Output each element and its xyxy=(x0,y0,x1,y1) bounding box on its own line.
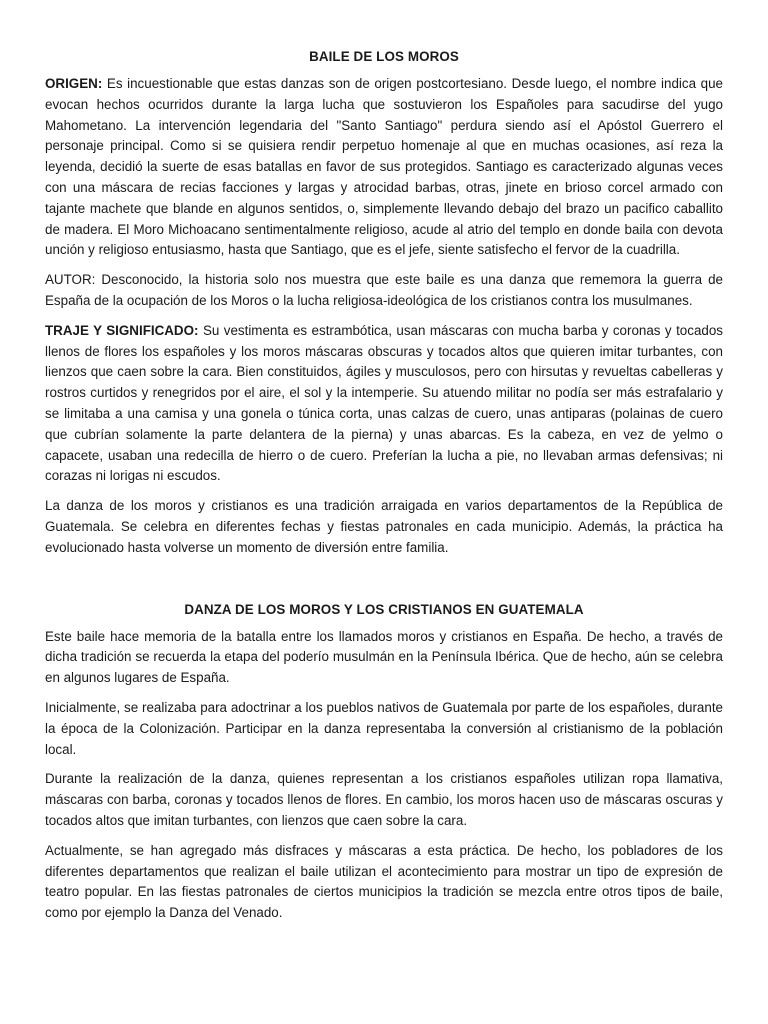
paragraph-realizacion-danza: Durante la realización de la danza, quienes representan a los cristianos españoles utilizan ropa llamativa, máscaras con barba, coronas y tocados llenos de flores. En cambio, los moros hacen uso de máscaras oscuras y tocados altos que imitan turbantes, con lienzos que caen sobre la cara. xyxy=(45,771,723,828)
paragraph-lead-origen: ORIGEN: xyxy=(45,76,103,91)
paragraph-origen xyxy=(45,74,723,261)
paragraph-traje-y-significado xyxy=(45,321,723,487)
paragraph-text-traje: Su vestimenta es estrambótica, usan máscaras con mucha barba y coronas y tocados llenos de flores los españoles y los moros máscaras obscuras y tocados altos que quieren imitar turbantes, con lienzos que caen sobre la cara. Bien constituidos, ágiles y musculosos, pero con hirsutas y revueltas cabelleras y rostros curtidos y renegridos por el aire, el sol y la intemperie. Su atuendo militar no podía ser más estrafalario y se limitaba a una camisa y una gonela o túnica corta, unas calzas de cuero, unas antiparas (polainas de cuero que cubrían solamente la parte delantera de la pierna) y unas abarcas. Es la cabeza, en vez de yelmo o capacete, usaban una redecilla de hierro o de cuero. Preferían la lucha a pie, no llevaban armas defensivas; ni corazas ni lorigas ni escudos. xyxy=(45,322,723,484)
document-body xyxy=(45,46,723,933)
section-title-baile-de-los-moros: BAILE DE LOS MOROS xyxy=(309,49,459,64)
section-title-danza-guatemala: DANZA DE LOS MOROS Y LOS CRISTIANOS EN GUATEMALA xyxy=(184,601,584,617)
paragraph-actualmente: Actualmente, se han agregado más disfraces y máscaras a esta práctica. De hecho, los pobladores de los diferentes departamentos que realizan el baile utilizan el acontecimiento para mostrar un tipo de expresión de teatro popular. En las fiestas patronales de ciertos municipios la tradición se mezcla entre otros tipos de baile, como por ejemplo la Danza del Venado. xyxy=(45,842,723,921)
paragraph-autor xyxy=(45,270,723,312)
paragraph-lead-autor: AUTOR: xyxy=(45,272,96,288)
paragraph-text-autor: Desconocido, la historia solo nos muestra que este baile es una danza que rememora la guerra de España de la ocupación de los Moros o la lucha religiosa-ideológica de los cristianos contra los musulmanes. xyxy=(45,272,723,308)
paragraph-lead-traje: TRAJE Y SIGNIFICADO: xyxy=(45,322,199,338)
paragraph-tradicion-guatemala: La danza de los moros y cristianos es una tradición arraigada en varios departamentos de la República de Guatemala. Se celebra en diferentes fechas y fiestas patronales en cada municipio. Además, la práctica ha evolucionado hasta volverse un momento de diversión entre familia. xyxy=(45,498,723,555)
paragraph-memoria-batalla: Este baile hace memoria de la batalla entre los llamados moros y cristianos en España. De hecho, a través de dicha tradición se recuerda la etapa del poderío musulmán en la Península Ibérica. Que de hecho, aún se celebra en algunos lugares de España. xyxy=(45,628,723,686)
paragraph-text-origen: Es incuestionable que estas danzas son de origen postcortesiano. Desde luego, el nombre indica que evocan hechos ocurridos durante la larga lucha que sostuvieron los Españoles para sacudirse del yugo Mahometano. La intervención legendaria del "Santo Santiago" perdura siendo así el Apóstol Guerrero el personaje principal. Como si se quisiera rendir perpetuo homenaje al que en muchas ocasiones, así reza la leyenda, decidió la suerte de esas batallas en favor de sus protegidos. Santiago es caracterizado algunas veces con una máscara de recias facciones y largas y atrocidad barbas, otras, jinete en brioso corcel armado con tajante machete que blande en algunos sentidos, o, simplemente llevando debajo del brazo un pacifico caballito de madera. El Moro Michoacano sentimentalmente religioso, acude al atrio del templo en donde baila con devota unción y religioso entusiasmo, hasta que Santiago, que es el jefe, siente satisfecho el fervor de la cuadrilla. xyxy=(45,76,723,258)
paragraph-adoctrinar: Inicialmente, se realizaba para adoctrinar a los pueblos nativos de Guatemala por parte de los españoles, durante la época de la Colonización. Participar en la danza representaba la conversión al cristianismo de la población local. xyxy=(45,699,723,757)
